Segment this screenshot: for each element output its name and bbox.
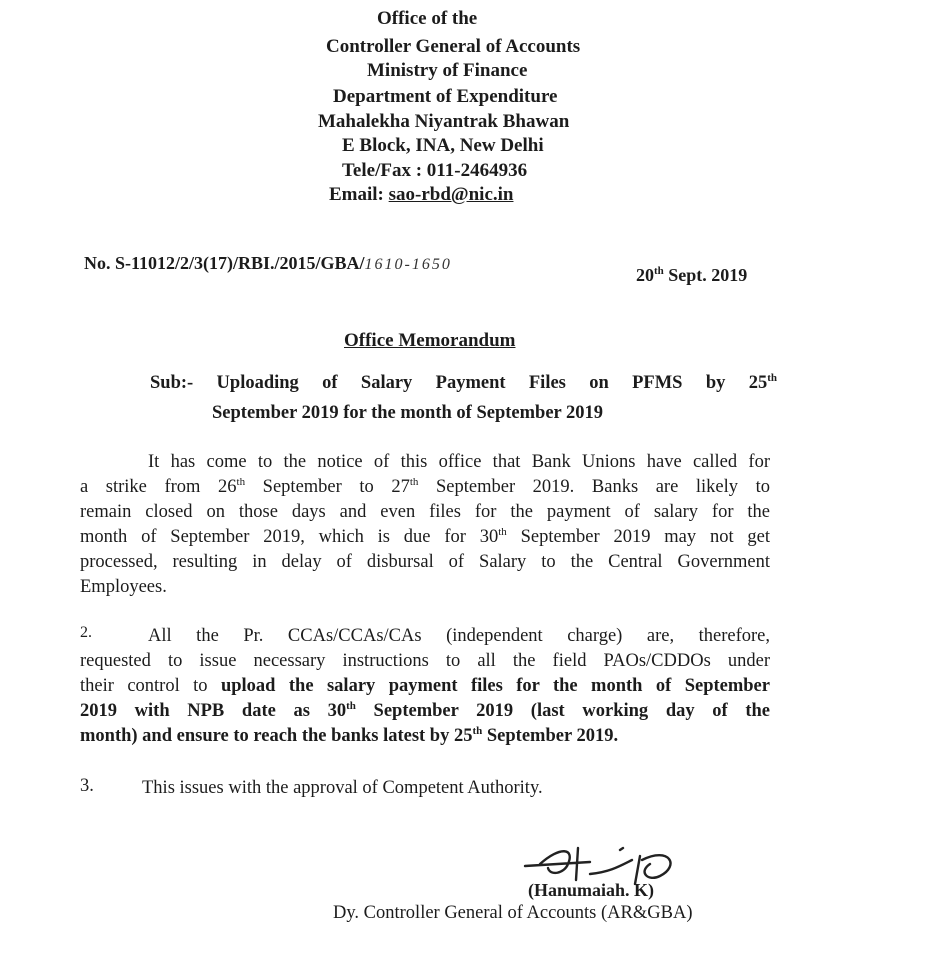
header-telefax-line: Tele/Fax : 011-2464936	[342, 160, 528, 181]
paragraph-1	[80, 450, 770, 600]
header-address-line: E Block, INA, New Delhi	[342, 135, 544, 156]
reference-number-text: No. S-11012/2/3(17)/RBI./2015/GBA/	[84, 253, 365, 273]
subject-line-2: September 2019 for the month of September 2019	[212, 403, 604, 423]
memo-date: 20th Sept. 2019	[636, 265, 748, 285]
header-email-line	[329, 184, 513, 206]
para2-line: month) and ensure to reach the banks latest by 25th September 2019.	[80, 724, 619, 746]
header-cga-line: Controller General of Accounts	[326, 36, 581, 57]
header-ministry-line: Ministry of Finance	[367, 60, 528, 81]
email-label: Email:	[329, 184, 389, 205]
para2-line: 2019 with NPB date as 30th September 2019 (last working day of the	[80, 699, 771, 721]
para1-line: a strike from 26th September to 27th September 2019. Banks are likely to	[80, 475, 770, 497]
para1-line: Employees.	[80, 577, 167, 597]
memo-title: Office Memorandum	[344, 330, 516, 351]
paragraph-3-text: This issues with the approval of Competent Authority.	[142, 778, 543, 798]
header-department-line: Department of Expenditure	[333, 86, 558, 107]
header-office-line: Office of the	[377, 8, 478, 29]
header-bhawan-line: Mahalekha Niyantrak Bhawan	[318, 111, 570, 132]
para2-line: their control to upload the salary payment files for the month of September	[80, 676, 770, 696]
signatory-designation: Dy. Controller General of Accounts (AR&GBA)	[333, 903, 693, 923]
email-link[interactable]: sao-rbd@nic.in	[388, 184, 514, 205]
paragraph-2	[80, 624, 770, 749]
paragraph-2-number: 2.	[80, 624, 92, 641]
subject-line-1: Sub:- Uploading of Salary Payment Files on PFMS by 25th	[150, 371, 777, 393]
signatory-name: (Hanumaiah. K)	[528, 880, 655, 900]
para1-line: processed, resulting in delay of disbursal of Salary to the Central Government	[80, 552, 770, 572]
para1-line: It has come to the notice of this office that Bank Unions have called for	[148, 452, 770, 472]
para1-line: remain closed on those days and even files for the payment of salary for the	[80, 502, 770, 522]
paragraph-3-number: 3.	[80, 776, 94, 796]
handwritten-serial: 1610-1650	[364, 256, 452, 273]
para2-line: All the Pr. CCAs/CCAs/CAs (independent charge) are, therefore,	[148, 626, 770, 646]
subject-block	[150, 373, 777, 394]
para1-line: month of September 2019, which is due for 30th September 2019 may not get	[80, 525, 770, 547]
reference-number	[84, 253, 452, 274]
para2-line: requested to issue necessary instructions to all the field PAOs/CDDOs under	[80, 651, 770, 671]
